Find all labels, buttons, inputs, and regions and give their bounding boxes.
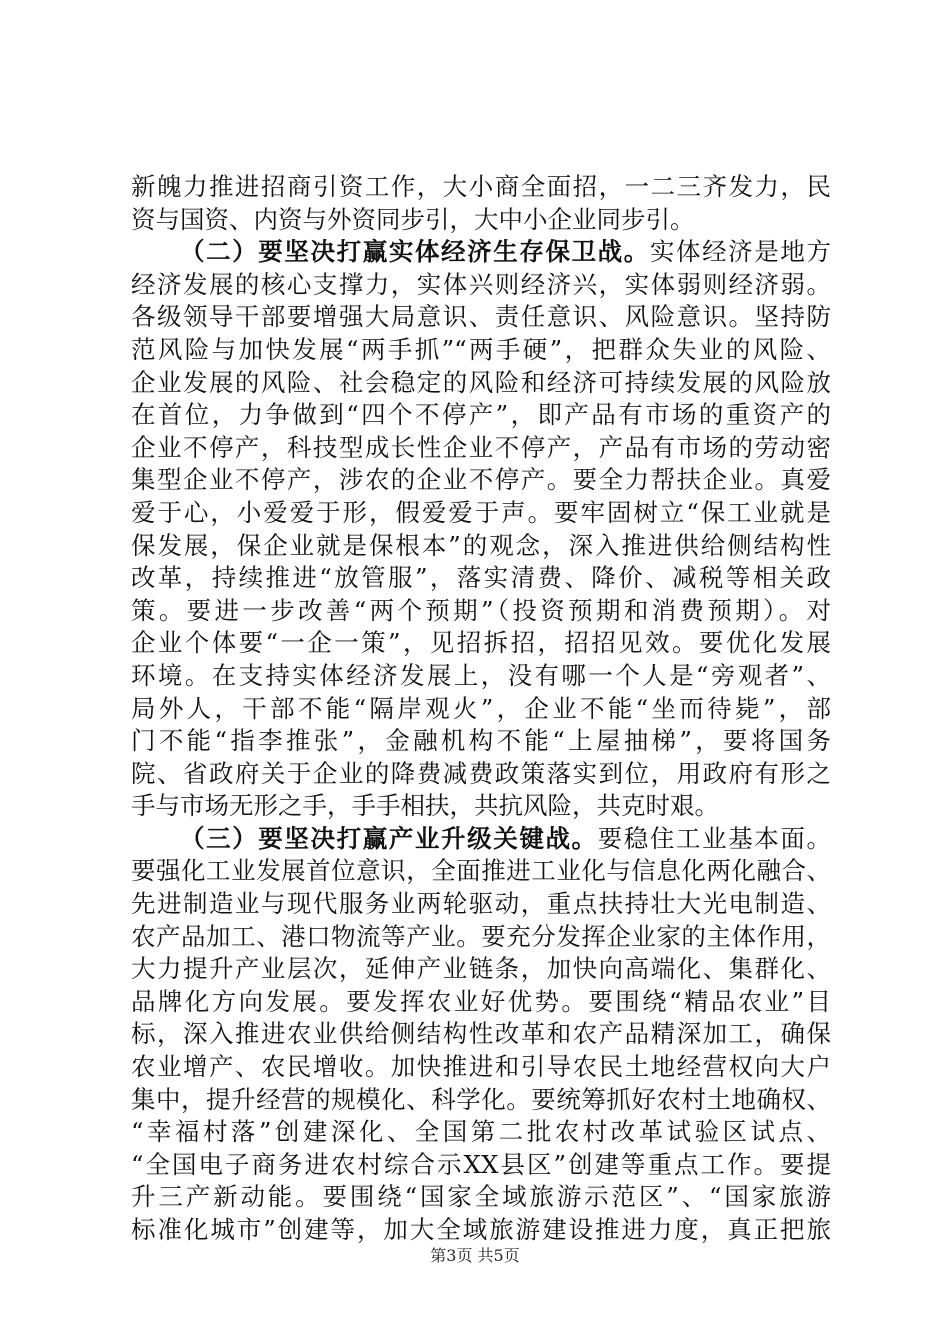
paragraph-heading-line bbox=[131, 823, 831, 856]
text-line bbox=[131, 855, 831, 888]
text-line bbox=[131, 562, 831, 595]
line-text: 要强化工业发展首位意识，全面推进工业化与信息化两化融合、 bbox=[131, 856, 831, 886]
text-line bbox=[131, 888, 831, 921]
line-text: 局外人，干部不能“隔岸观火”，企业不能“坐而待毙”，部 bbox=[131, 693, 831, 723]
line-text: 经济发展的核心支撑力，实体兴则经济兴，实体弱则经济弱。 bbox=[131, 269, 831, 299]
section-heading: （三）要坚决打赢产业升级关键战。 bbox=[180, 823, 598, 853]
text-line bbox=[131, 660, 831, 693]
text-line bbox=[131, 334, 831, 367]
page-footer: 第3页 共5页 bbox=[430, 1246, 520, 1265]
line-text: 先进制造业与现代服务业两轮驱动，重点扶持壮大光电制造、 bbox=[131, 889, 831, 919]
line-text: 手与市场无形之手，手手相扶，共抗风险，共克时艰。 bbox=[131, 791, 719, 821]
text-line bbox=[131, 693, 831, 726]
text-line bbox=[131, 790, 831, 823]
text-line bbox=[131, 725, 831, 758]
line-text: 各级领导干部要增强大局意识、责任意识、风险意识。坚持防 bbox=[131, 302, 831, 332]
line-text: 改革，持续推进“放管服”，落实清费、降价、减税等相关政 bbox=[131, 563, 831, 593]
line-text: 集型企业不停产，涉农的企业不停产。要全力帮扶企业。真爱 bbox=[131, 465, 831, 495]
line-text: 爱于心，小爱爱于形，假爱爱于声。要牢固树立“保工业就是 bbox=[131, 497, 831, 527]
line-text: 策。要进一步改善“两个预期”（投资预期和消费预期）。对 bbox=[131, 595, 831, 625]
line-text: 门不能“指李推张”，金融机构不能“上屋抽梯”，要将国务 bbox=[131, 726, 831, 756]
line-text: 农产品加工、港口物流等产业。要充分发挥企业家的主体作用， bbox=[131, 921, 831, 951]
paragraph-heading-line bbox=[131, 236, 831, 269]
line-text: “全国电子商务进农村综合示XX县区”创建等重点工作。要提 bbox=[131, 1149, 831, 1179]
line-text: 集中，提升经营的规模化、科学化。要统筹抓好农村土地确权、 bbox=[131, 1084, 831, 1114]
document-body bbox=[131, 171, 831, 1247]
line-text: 院、省政府关于企业的降费减费政策落实到位，用政府有形之 bbox=[131, 758, 831, 788]
text-line bbox=[131, 1051, 831, 1084]
line-text: 实体经济是地方 bbox=[649, 237, 831, 267]
section-heading: （二）要坚决打赢实体经济生存保卫战。 bbox=[180, 237, 650, 267]
text-line bbox=[131, 204, 831, 237]
line-text: 企业个体要“一企一策”，见招拆招，招招见效。要优化发展 bbox=[131, 628, 831, 658]
text-line bbox=[131, 269, 831, 302]
text-line bbox=[131, 1116, 831, 1149]
line-text: 资与国资、内资与外资同步引，大中小企业同步引。 bbox=[131, 204, 695, 234]
text-line bbox=[131, 953, 831, 986]
line-text: 大力提升产业层次，延伸产业链条，加快向高端化、集群化、 bbox=[131, 954, 831, 984]
text-line bbox=[131, 1181, 831, 1214]
line-text: 要稳住工业基本面。 bbox=[597, 823, 832, 853]
text-line bbox=[131, 627, 831, 660]
text-line bbox=[131, 171, 831, 204]
text-line bbox=[131, 921, 831, 954]
line-text: 范风险与加快发展“两手抓”“两手硬”，把群众失业的风险、 bbox=[131, 334, 831, 364]
line-text: 标，深入推进农业供给侧结构性改革和农产品精深加工，确保 bbox=[131, 1019, 831, 1049]
text-line bbox=[131, 530, 831, 563]
line-text: 环境。在支持实体经济发展上，没有哪一个人是“旁观者”、 bbox=[131, 660, 831, 690]
text-line bbox=[131, 758, 831, 791]
line-text: 农业增产、农民增收。加快推进和引导农民土地经营权向大户 bbox=[131, 1052, 831, 1082]
line-text: 企业发展的风险、社会稳定的风险和经济可持续发展的风险放 bbox=[131, 367, 831, 397]
line-text: 新魄力推进招商引资工作，大小商全面招，一二三齐发力，民 bbox=[131, 172, 831, 201]
text-line bbox=[131, 1084, 831, 1117]
text-line bbox=[131, 464, 831, 497]
text-line bbox=[131, 367, 831, 400]
line-text: 保发展，保企业就是保根本”的观念，深入推进供给侧结构性 bbox=[131, 530, 831, 560]
text-line bbox=[131, 1214, 831, 1247]
text-line bbox=[131, 1149, 831, 1182]
text-line bbox=[131, 986, 831, 1019]
text-line bbox=[131, 1018, 831, 1051]
text-line bbox=[131, 497, 831, 530]
line-text: 企业不停产，科技型成长性企业不停产，产品有市场的劳动密 bbox=[131, 432, 831, 462]
line-text: 品牌化方向发展。要发挥农业好优势。要围绕“精品农业”目 bbox=[131, 986, 831, 1016]
line-text: “幸福村落”创建深化、全国第二批农村改革试验区试点、 bbox=[131, 1117, 831, 1147]
line-text: 标准化城市”创建等，加大全域旅游建设推进力度，真正把旅 bbox=[131, 1215, 831, 1244]
text-line bbox=[131, 399, 831, 432]
text-line bbox=[131, 432, 831, 465]
text-line bbox=[131, 301, 831, 334]
line-text: 升三产新动能。要围绕“国家全域旅游示范区”、“国家旅游 bbox=[131, 1182, 831, 1212]
line-text: 在首位，力争做到“四个不停产”，即产品有市场的重资产的 bbox=[131, 400, 831, 430]
text-line bbox=[131, 595, 831, 628]
